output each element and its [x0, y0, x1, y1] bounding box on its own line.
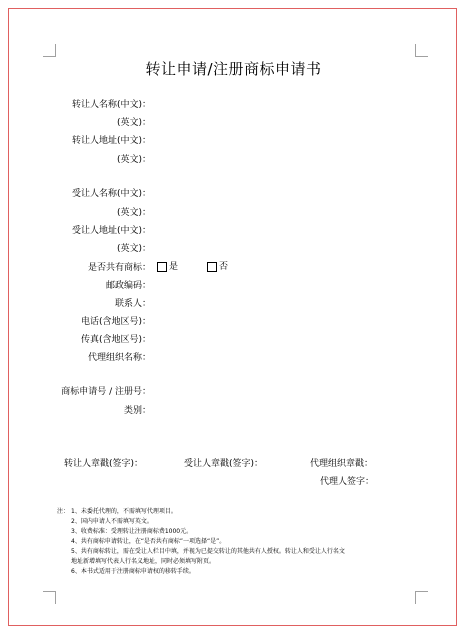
fax-label: 传真(含地区号)：: [80, 335, 151, 345]
transferee-address-label: 受让人地址(中文)：: [71, 226, 151, 236]
transferor-signature-label: 转让人章戳(签字)：: [64, 459, 144, 469]
note-item: 4、共有商标申请转让，在“是否共有商标”一项选择“是”。: [71, 538, 226, 545]
crop-mark-bottom-left: [43, 591, 56, 604]
note-item: 1、未委托代理的，不需填写代理项目。: [71, 508, 177, 515]
transferor-address-en-label: (英文)：: [116, 155, 151, 165]
note-item: 3、收费标准：受理转让注册商标费1000元。: [71, 528, 193, 535]
transferee-name-label: 受让人名称(中文)：: [71, 189, 151, 199]
agent-signature-label: 代理人签字：: [320, 477, 375, 487]
notes-heading: 注：: [57, 508, 70, 515]
note-item: 6、本书式适用于注册商标申请权的移转手续。: [71, 568, 195, 575]
no-checkbox[interactable]: [207, 262, 217, 272]
transferee-name-en-label: (英文)：: [116, 208, 151, 218]
yes-checkbox[interactable]: [157, 262, 167, 272]
crop-mark-bottom-right: [415, 591, 428, 604]
note-item: 地址新增填写代表人行名义地址，同时必须填写附页。: [71, 558, 216, 565]
shared-yes-option[interactable]: [157, 259, 178, 272]
transferor-name-label: 转让人名称(中文)：: [71, 100, 151, 110]
transferor-name-en-label: (英文)：: [116, 118, 151, 128]
shared-no-label: 否: [219, 262, 229, 272]
shared-yes-label: 是: [169, 262, 179, 272]
transferee-signature-label: 受让人章戳(签字)：: [184, 459, 264, 469]
note-item: 2、国内申请人不需填写英文。: [71, 518, 153, 525]
category-label: 类别：: [123, 406, 151, 416]
crop-mark-top-left: [43, 44, 56, 57]
transferor-address-label: 转让人地址(中文)：: [71, 136, 151, 146]
note-item: 5、共有商标转让，需在受让人栏目中填，并视为已提交转让的其他共有人授权。转让人和受让人行名文: [71, 548, 345, 555]
crop-mark-top-right: [415, 44, 428, 57]
phone-label: 电话(含地区号)：: [80, 317, 151, 327]
document-title: 转让申请/注册商标申请书: [145, 60, 322, 78]
postal-code-label: 邮政编码：: [105, 281, 151, 291]
shared-no-option[interactable]: [207, 259, 228, 272]
agency-stamp-label: 代理组织章戳：: [310, 459, 374, 469]
trademark-number-label: 商标申请号 / 注册号：: [61, 387, 151, 397]
transferee-address-en-label: (英文)：: [116, 244, 151, 254]
agency-name-label: 代理组织名称：: [87, 353, 151, 363]
contact-label: 联系人：: [114, 299, 151, 309]
shared-trademark-label: 是否共有商标：: [87, 263, 151, 273]
